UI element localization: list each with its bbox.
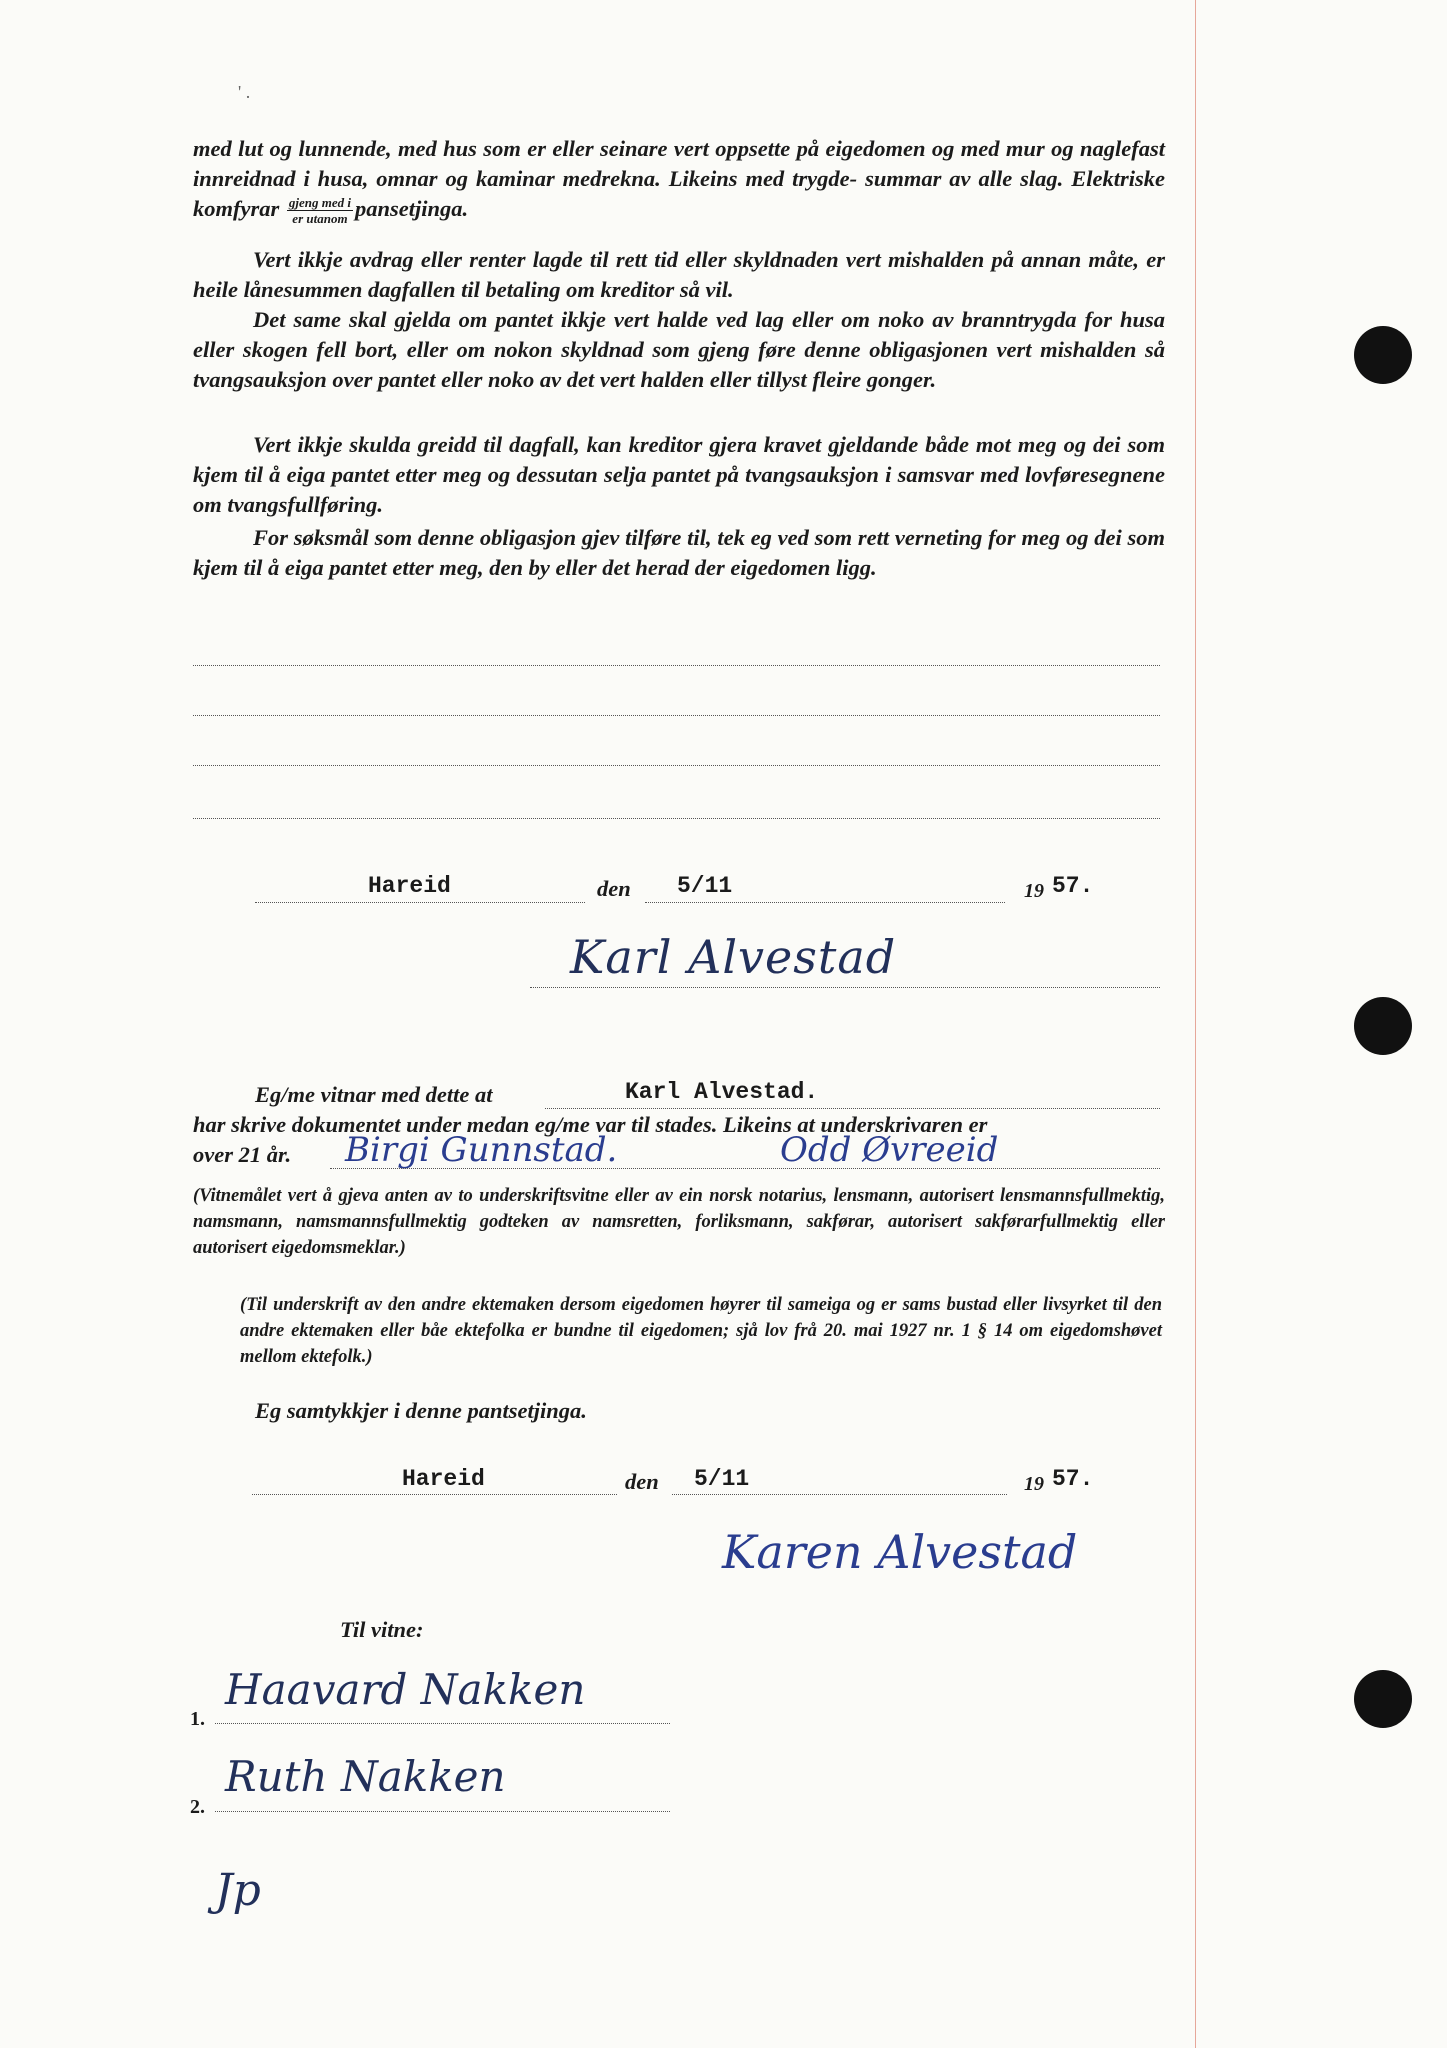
margin-line bbox=[1195, 0, 1196, 2048]
consent-year-suffix: 57. bbox=[1052, 1466, 1094, 1492]
paragraph-3-text: Det same skal gjelda om pantet ikkje vert halde ved lag eller om noko av branntrygda for husa eller skogen fell bort, eller om nokon skyldnad som gjeng føre denne obligasjonen vert mishalden så tvangsauksjon over pantet eller noko av det vert halden eller tillyst fleire gonger. bbox=[193, 307, 1165, 392]
paragraph-5-text: For søksmål som denne obligasjon gjev tilføre til, tek eg ved som rett verneting for meg og dei som kjem til å eiga pantet etter meg, den by eller det herad der eigedomen ligg. bbox=[193, 525, 1165, 580]
consent-year-prefix: 19 bbox=[1024, 1473, 1044, 1495]
til-vitne-line-2 bbox=[215, 1811, 670, 1812]
paragraph-1-line2-after: pansetjinga. bbox=[354, 196, 469, 221]
year-suffix: 57. bbox=[1052, 873, 1094, 899]
signature-line bbox=[530, 987, 1160, 988]
fraction-bottom: er utanom bbox=[292, 211, 348, 227]
den-label: den bbox=[597, 876, 631, 901]
signing-place: Hareid bbox=[368, 873, 451, 899]
signing-date: 5/11 bbox=[677, 873, 733, 899]
witness-note: (Vitnemålet vert å gjeva anten av to underskriftsvitne eller av ein norsk notarius, lensmann, autorisert lensmannsfullmektig, namsmann, namsmannsfullmektig godteken av namsretten, forliksmann, sakførar, autorisert sakførarfullmektig eller autorisert eigedomsmeklar.) bbox=[193, 1186, 1165, 1258]
witness-signature-line bbox=[330, 1168, 1160, 1169]
paragraph-2 bbox=[193, 245, 1165, 305]
witness-line3: over 21 år. bbox=[193, 1142, 292, 1167]
blank-line bbox=[193, 665, 1160, 666]
year-prefix: 19 bbox=[1024, 880, 1044, 902]
til-vitne-signature-2: Ruth Nakken bbox=[225, 1752, 506, 1801]
fraction-top: gjeng med i bbox=[288, 195, 351, 211]
consent-place-line bbox=[252, 1494, 617, 1495]
spouse-note: (Til underskrift av den andre ektemaken dersom eigedomen høyrer til sameiga og er sams bustad eller livsyrket til den andre ektemaken eller båe ektefolka er bundne til eigedomen; sjå lov frå 20. mai 1927 nr. 1 § 14 om eigedomshøvet mellom ektefolk.) bbox=[240, 1295, 1162, 1367]
paragraph-4-text: Vert ikkje skulda greidd til dagfall, kan kreditor gjera kravet gjeldande både mot meg og dei som kjem til å eiga pantet etter meg og dessutan selja pantet på tvangsauksjon i samsvar med lovføresegnene om tvangsfullføring. bbox=[193, 432, 1165, 517]
option-fraction bbox=[287, 195, 353, 226]
paragraph-1-line2-before: summar av alle slag. Elektriske komfyrar bbox=[193, 166, 1165, 221]
paragraph-2-text: Vert ikkje avdrag eller renter lagde til rett tid eller skyldnaden vert mishalden på annan måte, er heile lånesummen dagfallen til betaling om kreditor så vil. bbox=[193, 247, 1165, 302]
consent-date-line bbox=[672, 1494, 1007, 1495]
blank-line bbox=[193, 818, 1160, 819]
place-line bbox=[255, 902, 585, 903]
paragraph-1 bbox=[193, 134, 1165, 226]
date-line bbox=[645, 902, 1005, 903]
witness-line2: har skrive dokumentet under medan eg/me var til stades. Likeins at underskrivaren er bbox=[193, 1112, 988, 1137]
til-vitne-line-1 bbox=[215, 1723, 670, 1724]
punch-hole bbox=[1354, 997, 1412, 1055]
consent-date: 5/11 bbox=[694, 1466, 750, 1492]
punch-hole bbox=[1354, 1670, 1412, 1728]
consent-place: Hareid bbox=[402, 1466, 485, 1492]
consent-den-label: den bbox=[625, 1469, 659, 1494]
signature-karl-alvestad: Karl Alvestad bbox=[570, 930, 897, 984]
signature-karen-alvestad: Karen Alvestad bbox=[722, 1525, 1078, 1579]
witness-number-2: 2. bbox=[190, 1796, 205, 1818]
witness-signature-1: Birgi Gunnstad. bbox=[345, 1130, 618, 1170]
paragraph-5 bbox=[193, 523, 1165, 583]
witness-intro: Eg/me vitnar med dette at bbox=[255, 1082, 493, 1107]
punch-hole bbox=[1354, 326, 1412, 384]
paragraph-3 bbox=[193, 305, 1165, 395]
witness-subject-name: Karl Alvestad. bbox=[625, 1079, 819, 1105]
witness-signature-2: Odd Øvreeid bbox=[780, 1130, 999, 1170]
blank-line bbox=[193, 765, 1160, 766]
paragraph-4 bbox=[193, 430, 1165, 520]
witness-number-1: 1. bbox=[190, 1708, 205, 1730]
witness-name-line bbox=[545, 1108, 1160, 1109]
header-mark: ' . bbox=[238, 82, 251, 102]
initials: Jp bbox=[215, 1865, 261, 1916]
consent-text: Eg samtykkjer i denne pantsetjinga. bbox=[255, 1398, 587, 1423]
til-vitne-label: Til vitne: bbox=[340, 1617, 424, 1642]
til-vitne-signature-1: Haavard Nakken bbox=[225, 1665, 586, 1714]
paragraph-1-line1: med lut og lunnende, med hus som er eller seinare vert oppsette på eigedomen og med mur og naglefast innreidnad i husa, omnar og kaminar medrekna. Likeins med trygde- bbox=[193, 136, 1165, 191]
blank-line bbox=[193, 715, 1160, 716]
